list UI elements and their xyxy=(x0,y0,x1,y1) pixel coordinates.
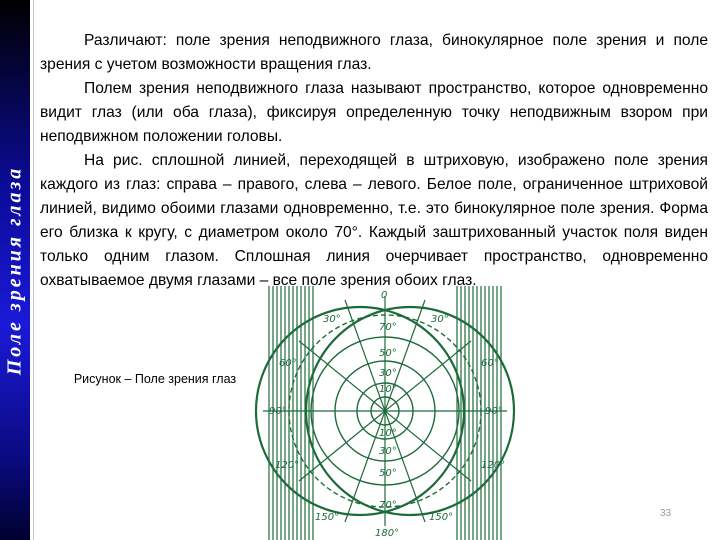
label-ring-bottom-1: 10° xyxy=(379,428,397,439)
paragraph-2: Полем зрения неподвижного глаза называют пространство, которое одновременно видит глаз (или оба глаза), фиксируя определенную точку неподвижным взором при неподвижном положении головы. xyxy=(40,80,708,145)
label-left-120: 120° xyxy=(275,460,300,471)
paragraph-1: Различают: поле зрения неподвижного глаза, бинокулярное поле зрения и поле зрения с учетом возможности вращения глаз. xyxy=(40,32,708,73)
label-ring-bottom-2: 30° xyxy=(379,446,397,457)
vertical-title xyxy=(2,0,28,540)
label-left-60: 60° xyxy=(279,358,297,369)
label-ring-top-1: 70° xyxy=(379,322,397,333)
label-lower-left: 150° xyxy=(315,512,340,523)
label-top: 0 xyxy=(381,290,388,301)
page-number: 33 xyxy=(660,508,672,519)
label-upper-right: 30° xyxy=(431,314,449,325)
label-ring-top-4: 10° xyxy=(379,384,397,395)
visual-field-diagram xyxy=(253,286,517,540)
label-ring-bottom-3: 50° xyxy=(379,468,397,479)
label-ring-bottom-4: 70° xyxy=(379,500,397,511)
label-bottom: 180° xyxy=(375,528,400,539)
label-ring-top-3: 30° xyxy=(379,368,397,379)
label-right-60: 60° xyxy=(481,358,499,369)
vertical-title-text: Поле зрения глаза xyxy=(3,165,26,375)
divider-line xyxy=(33,0,34,540)
label-right-120: 120° xyxy=(481,460,506,471)
label-right-90: 90° xyxy=(485,406,503,417)
label-upper-left: 30° xyxy=(323,314,341,325)
label-ring-top-2: 50° xyxy=(379,348,397,359)
body-text xyxy=(40,29,708,293)
figure-caption: Рисунок – Поле зрения глаз xyxy=(73,372,237,386)
label-left-90: 90° xyxy=(269,406,287,417)
paragraph-3: На рис. сплошной линией, переходящей в штриховую, изображено поле зрения каждого из глаз: справа – правого, слева – левого. Белое поле, ограниченное штриховой линией, видимо обоими глазами одновременно, т.е. это бинокулярное поле зрения. Форма его близка к кругу, с диаметром около 70°. Каждый заштрихованный участок поля виден только одним глазом. Сплошная линия очерчивает пространство, одновременно охватываемое двумя глазами – все поле зрения обоих глаз. xyxy=(40,152,708,289)
label-lower-right: 150° xyxy=(429,512,454,523)
